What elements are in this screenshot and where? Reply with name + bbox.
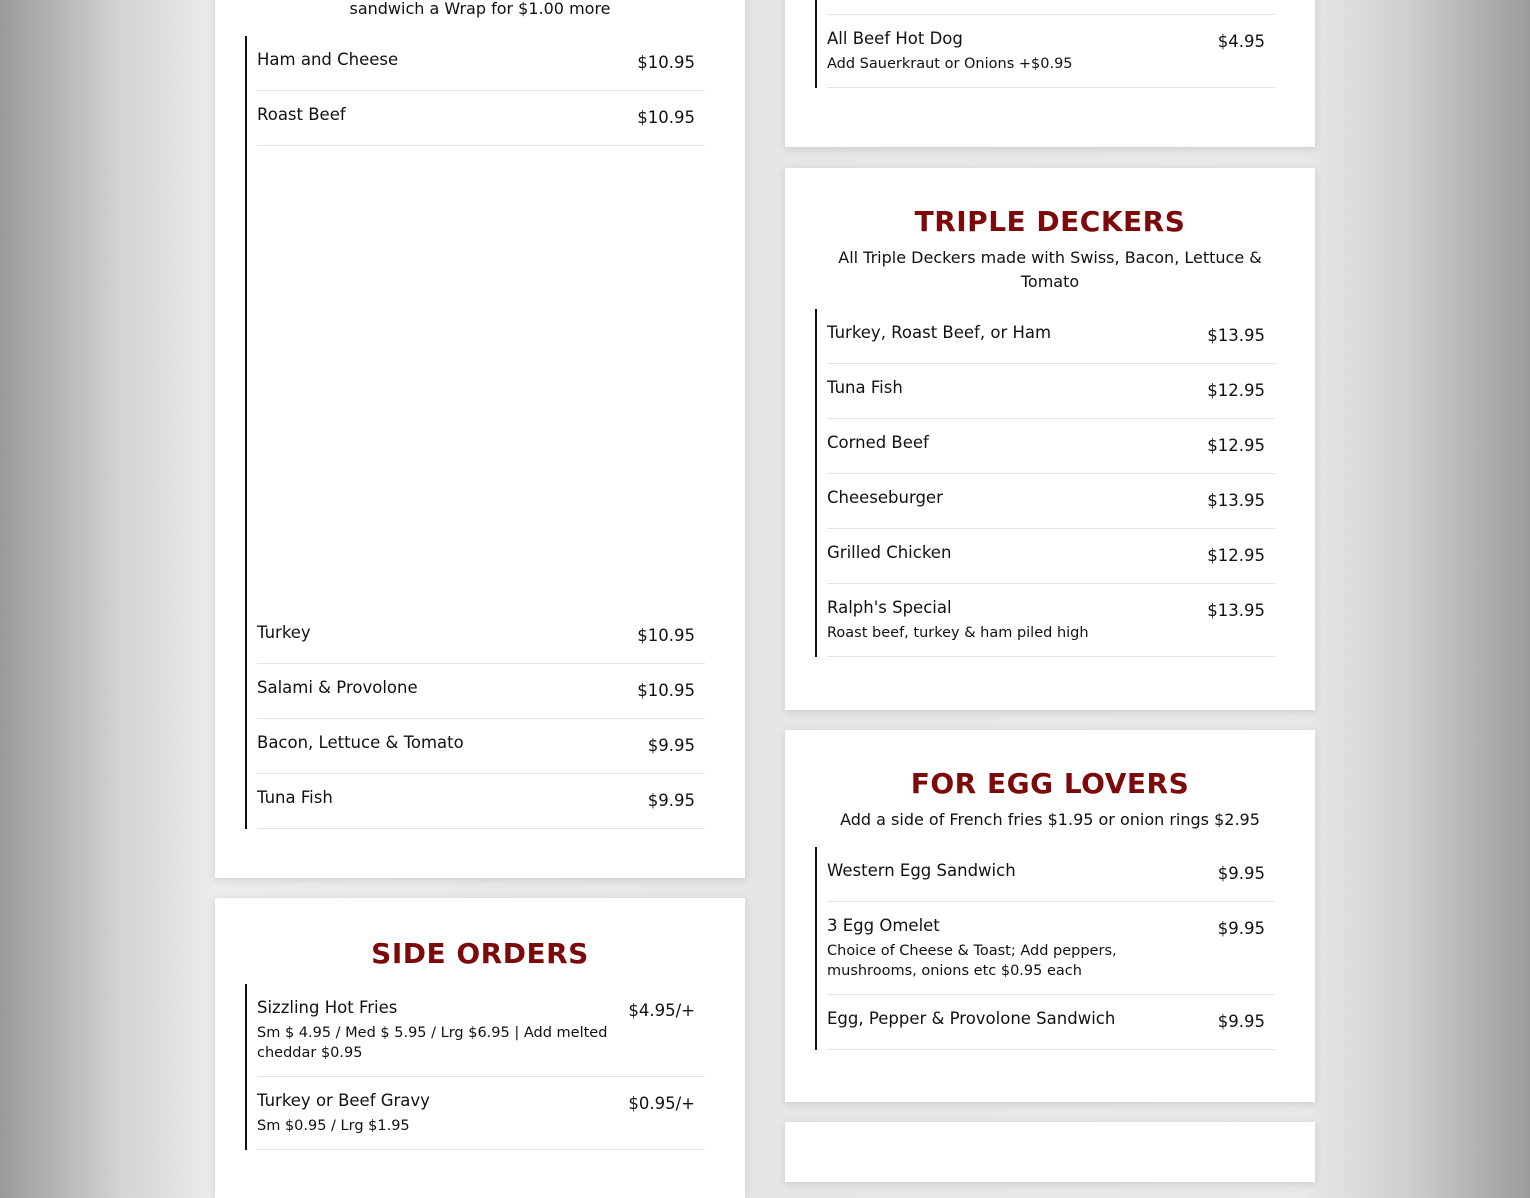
menu-item-name: 3 Egg Omelet <box>827 916 940 935</box>
menu-item-info <box>827 598 1089 643</box>
menu-item-info <box>827 29 1073 74</box>
menu-list <box>815 309 1275 657</box>
menu-item <box>257 36 705 91</box>
menu-item <box>827 847 1275 902</box>
wraps-card <box>215 0 745 878</box>
menu-item <box>827 902 1275 995</box>
menu-item-price: $13.95 <box>1207 326 1265 345</box>
menu-item-description: Add Sauerkraut or Onions +$0.95 <box>827 56 1073 72</box>
menu-item <box>257 1077 705 1150</box>
menu-item-info <box>257 1091 430 1136</box>
menu-item-price: $0.95/+ <box>628 1094 695 1113</box>
menu-item-info <box>257 733 464 760</box>
menu-item-description: Sm $ 4.95 / Med $ 5.95 / Lrg $6.95 | Add melted cheddar $0.95 <box>257 1025 608 1061</box>
menu-item <box>827 0 1275 15</box>
menu-item-info <box>827 488 943 515</box>
menu-item-price: $10.95 <box>637 108 695 127</box>
menu-item-price: $12.95 <box>1207 381 1265 400</box>
menu-item-name: Grilled Chicken <box>827 543 952 562</box>
menu-item-name: Salami & Provolone <box>257 678 418 697</box>
menu-item <box>827 529 1275 584</box>
menu-item-info <box>827 0 923 1</box>
menu-list <box>815 847 1275 1050</box>
menu-item-name: Turkey <box>257 623 311 642</box>
menu-item-name: Corned Beef <box>827 433 929 452</box>
menu-item-name: Tuna Fish <box>257 788 333 807</box>
menu-item-price <box>1255 0 1265 1</box>
menu-item-name: Turkey or Beef Gravy <box>257 1091 430 1110</box>
menu-item <box>257 91 705 146</box>
menu-item-price: $4.95/+ <box>628 1001 695 1020</box>
menu-item-price: $9.95 <box>647 736 695 755</box>
menu-item <box>257 774 705 829</box>
menu-item-info <box>827 861 1016 888</box>
menu-item-price: $10.95 <box>637 626 695 645</box>
menu-item-info <box>257 50 398 77</box>
menu-item <box>827 309 1275 364</box>
menu-item-price: $10.95 <box>637 681 695 700</box>
menu-item-info <box>827 433 929 460</box>
menu-item-info <box>827 916 1208 981</box>
menu-item <box>827 364 1275 419</box>
menu-item-name: Cheeseburger <box>827 488 943 507</box>
menu-item-name: Roast Beef <box>257 105 346 124</box>
next-card <box>785 1122 1315 1182</box>
menu-item-info <box>257 678 418 705</box>
section-title: FOR EGG LOVERS <box>910 767 1190 800</box>
hot-dog-card <box>785 0 1315 147</box>
section-title: SIDE ORDERS <box>371 937 589 970</box>
menu-item-info <box>827 543 951 570</box>
menu-item-price: $9.95 <box>1217 864 1265 883</box>
menu-item-info <box>257 788 333 815</box>
menu-item-name: Bacon, Lettuce & Tomato <box>257 733 464 752</box>
menu-item <box>257 984 705 1077</box>
section-description: sandwich a Wrap for $1.00 more <box>349 0 611 18</box>
menu-item-info <box>257 105 346 132</box>
menu-item-price: $4.95 <box>1217 32 1265 51</box>
spacer <box>257 146 705 609</box>
menu-item-name: Tuna Fish <box>827 378 903 397</box>
menu-item-name: Egg, Pepper & Provolone Sandwich <box>827 1009 1116 1028</box>
menu-item <box>827 15 1275 88</box>
menu-item-info <box>257 998 618 1063</box>
menu-item <box>827 474 1275 529</box>
section-description: Add a side of French fries $1.95 or onion rings $2.95 <box>840 810 1260 829</box>
menu-item <box>257 609 705 664</box>
menu-list <box>245 36 705 829</box>
menu-item-description: Choice of Cheese & Toast; Add peppers, mushrooms, onions etc $0.95 each <box>827 943 1117 979</box>
menu-item-name: Turkey, Roast Beef, or Ham <box>827 323 1052 342</box>
menu-item <box>827 419 1275 474</box>
menu-item-price: $10.95 <box>637 53 695 72</box>
menu-item-info <box>827 1009 1115 1036</box>
menu-item-price: $9.95 <box>1217 919 1265 938</box>
menu-item-name: All Beef Hot Dog <box>827 29 963 48</box>
menu-item-price: $13.95 <box>1207 601 1265 620</box>
menu-item-name: Sizzling Hot Fries <box>257 998 398 1017</box>
menu-item-price: $9.95 <box>1217 1012 1265 1031</box>
menu-item-price: $13.95 <box>1207 491 1265 510</box>
menu-item-name: Western Egg Sandwich <box>827 861 1016 880</box>
section-title: TRIPLE DECKERS <box>914 205 1186 238</box>
menu-item-price: $12.95 <box>1207 436 1265 455</box>
menu-item <box>257 664 705 719</box>
menu-item-name: Ham and Cheese <box>257 50 399 69</box>
menu-item-description: Sm $0.95 / Lrg $1.95 <box>257 1118 410 1134</box>
menu-item-info <box>827 378 903 405</box>
menu-item-description: Roast beef, turkey & ham piled high <box>827 625 1089 641</box>
menu-item <box>827 995 1275 1050</box>
menu-item-info <box>827 323 1051 350</box>
menu-item <box>827 584 1275 657</box>
section-description: All Triple Deckers made with Swiss, Bacon, Lettuce & Tomato <box>838 248 1262 291</box>
menu-item-price: $12.95 <box>1207 546 1265 565</box>
menu-item-info <box>257 623 311 650</box>
menu-list <box>815 0 1275 88</box>
side-orders-card <box>215 898 745 1198</box>
egg-lovers-card <box>785 730 1315 1102</box>
triple-deckers-card <box>785 168 1315 710</box>
menu-list <box>245 984 705 1150</box>
menu-item <box>257 719 705 774</box>
menu-item-price: $9.95 <box>647 791 695 810</box>
menu-item-name: Ralph's Special <box>827 598 952 617</box>
